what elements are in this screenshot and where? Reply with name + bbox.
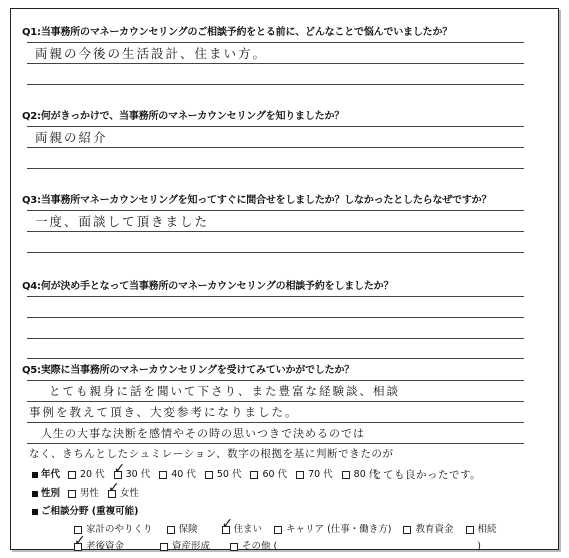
field-option-inheritance[interactable]: 相続 bbox=[466, 524, 497, 536]
question-2-title: Q2:何がきっかけで、当事務所のマネーカウンセリングを知りましたか？ bbox=[22, 111, 345, 122]
question-5-title: Q5:実際に当事務所のマネーカウンセリングを受けてみていかがでしたか？ bbox=[22, 365, 355, 376]
question-3 bbox=[22, 194, 534, 273]
age-option-40s[interactable]: 40 代 bbox=[159, 469, 196, 481]
checkbox-checked-icon[interactable] bbox=[108, 490, 116, 498]
field-option-education[interactable]: 教育資金 bbox=[403, 524, 453, 536]
field-option-career[interactable]: キャリア (仕事・働き方) bbox=[274, 524, 391, 536]
bullet-square-icon bbox=[32, 491, 38, 497]
question-1-answer-area bbox=[27, 42, 524, 105]
age-label: 年代 bbox=[41, 469, 61, 480]
field-label: ご相談分野 (重複可能) bbox=[41, 506, 139, 517]
bullet-square-icon bbox=[32, 472, 38, 478]
question-2-answer-line: 両親の紹介 bbox=[35, 130, 108, 145]
checkbox-icon[interactable] bbox=[230, 543, 238, 551]
question-4-title: Q4:何が決め手となって当事務所のマネーカウンセリングの相談予約をしましたか？ bbox=[22, 281, 394, 292]
question-3-answer-line: 一度、面談して頂きました bbox=[35, 214, 210, 229]
question-1-title: Q1:当事務所のマネーカウンセリングのご相談予約をとる前に、どんなことで悩んでいましたか？ bbox=[22, 27, 453, 38]
field-option-insurance[interactable]: 保険 bbox=[167, 524, 198, 536]
field-option-household[interactable]: 家計のやりくり bbox=[74, 524, 153, 536]
bullet-square-icon bbox=[32, 509, 38, 515]
age-option-20s[interactable]: 20 代 bbox=[68, 469, 105, 481]
question-5-answer-line: とても良かったです。 bbox=[372, 469, 482, 481]
field-option-housing[interactable]: ✓ 住まい bbox=[222, 524, 263, 536]
field-label-row bbox=[32, 506, 147, 518]
field-option-other[interactable]: その他 ( bbox=[230, 541, 277, 553]
field-option-retirement[interactable]: ✓ 老後資金 bbox=[74, 541, 124, 553]
checkbox-icon[interactable] bbox=[274, 526, 282, 534]
checkbox-icon[interactable] bbox=[342, 471, 350, 479]
checkbox-checked-icon[interactable] bbox=[74, 543, 82, 551]
question-5-answer-line: とても親身に話を聞いて下さり、また豊富な経験談、相談 bbox=[49, 384, 400, 398]
question-5-answer-line: なく、きちんとしたシュミレーション、数字の根拠を基に判断できたのが bbox=[29, 448, 394, 460]
gender-option-female[interactable]: ✓ 女性 bbox=[108, 488, 139, 500]
age-option-50s[interactable]: 50 代 bbox=[205, 469, 242, 481]
gender-option-male[interactable]: 男性 bbox=[68, 488, 99, 500]
field-other-close: ) bbox=[477, 541, 481, 552]
age-option-80s[interactable]: 80 代 bbox=[342, 469, 379, 481]
question-4-answer-area bbox=[27, 296, 524, 359]
question-1-answer-line: 両親の今後の生活設計、住まい方。 bbox=[35, 46, 268, 61]
question-2-answer-area bbox=[27, 126, 524, 189]
checkbox-icon[interactable] bbox=[205, 471, 213, 479]
checkbox-icon[interactable] bbox=[68, 471, 76, 479]
checkbox-icon[interactable] bbox=[160, 543, 168, 551]
question-1 bbox=[22, 26, 534, 105]
checkbox-icon[interactable] bbox=[403, 526, 411, 534]
question-3-title: Q3:当事務所マネーカウンセリングを知ってすぐに間合せをしましたか？しなかったとしたらなぜですか？ bbox=[22, 195, 492, 206]
question-5-answer-line: 事例を教えて頂き、大変参考になりました。 bbox=[29, 405, 299, 419]
checkbox-icon[interactable] bbox=[466, 526, 474, 534]
age-option-30s[interactable]: ✓ 30 代 bbox=[114, 469, 151, 481]
checkbox-checked-icon[interactable] bbox=[222, 526, 230, 534]
field-row-1 bbox=[74, 524, 506, 536]
question-5-answer-line: 人生の大事な決断を感情やその時の思いつきで決めるのでは bbox=[41, 427, 365, 440]
checkbox-icon[interactable] bbox=[159, 471, 167, 479]
age-row bbox=[32, 469, 387, 481]
checkbox-icon[interactable] bbox=[167, 526, 175, 534]
question-2 bbox=[22, 110, 534, 189]
checkbox-checked-icon[interactable] bbox=[114, 471, 122, 479]
question-4 bbox=[22, 280, 534, 359]
checkbox-icon[interactable] bbox=[68, 490, 76, 498]
age-option-70s[interactable]: 70 代 bbox=[296, 469, 333, 481]
question-3-answer-area bbox=[27, 210, 524, 273]
field-option-asset-building[interactable]: 資産形成 bbox=[160, 541, 210, 553]
checkbox-icon[interactable] bbox=[296, 471, 304, 479]
gender-row bbox=[32, 488, 148, 500]
age-option-60s[interactable]: 60 代 bbox=[250, 469, 287, 481]
gender-label: 性別 bbox=[41, 488, 61, 499]
checkbox-icon[interactable] bbox=[250, 471, 258, 479]
field-row-2 bbox=[74, 541, 481, 553]
